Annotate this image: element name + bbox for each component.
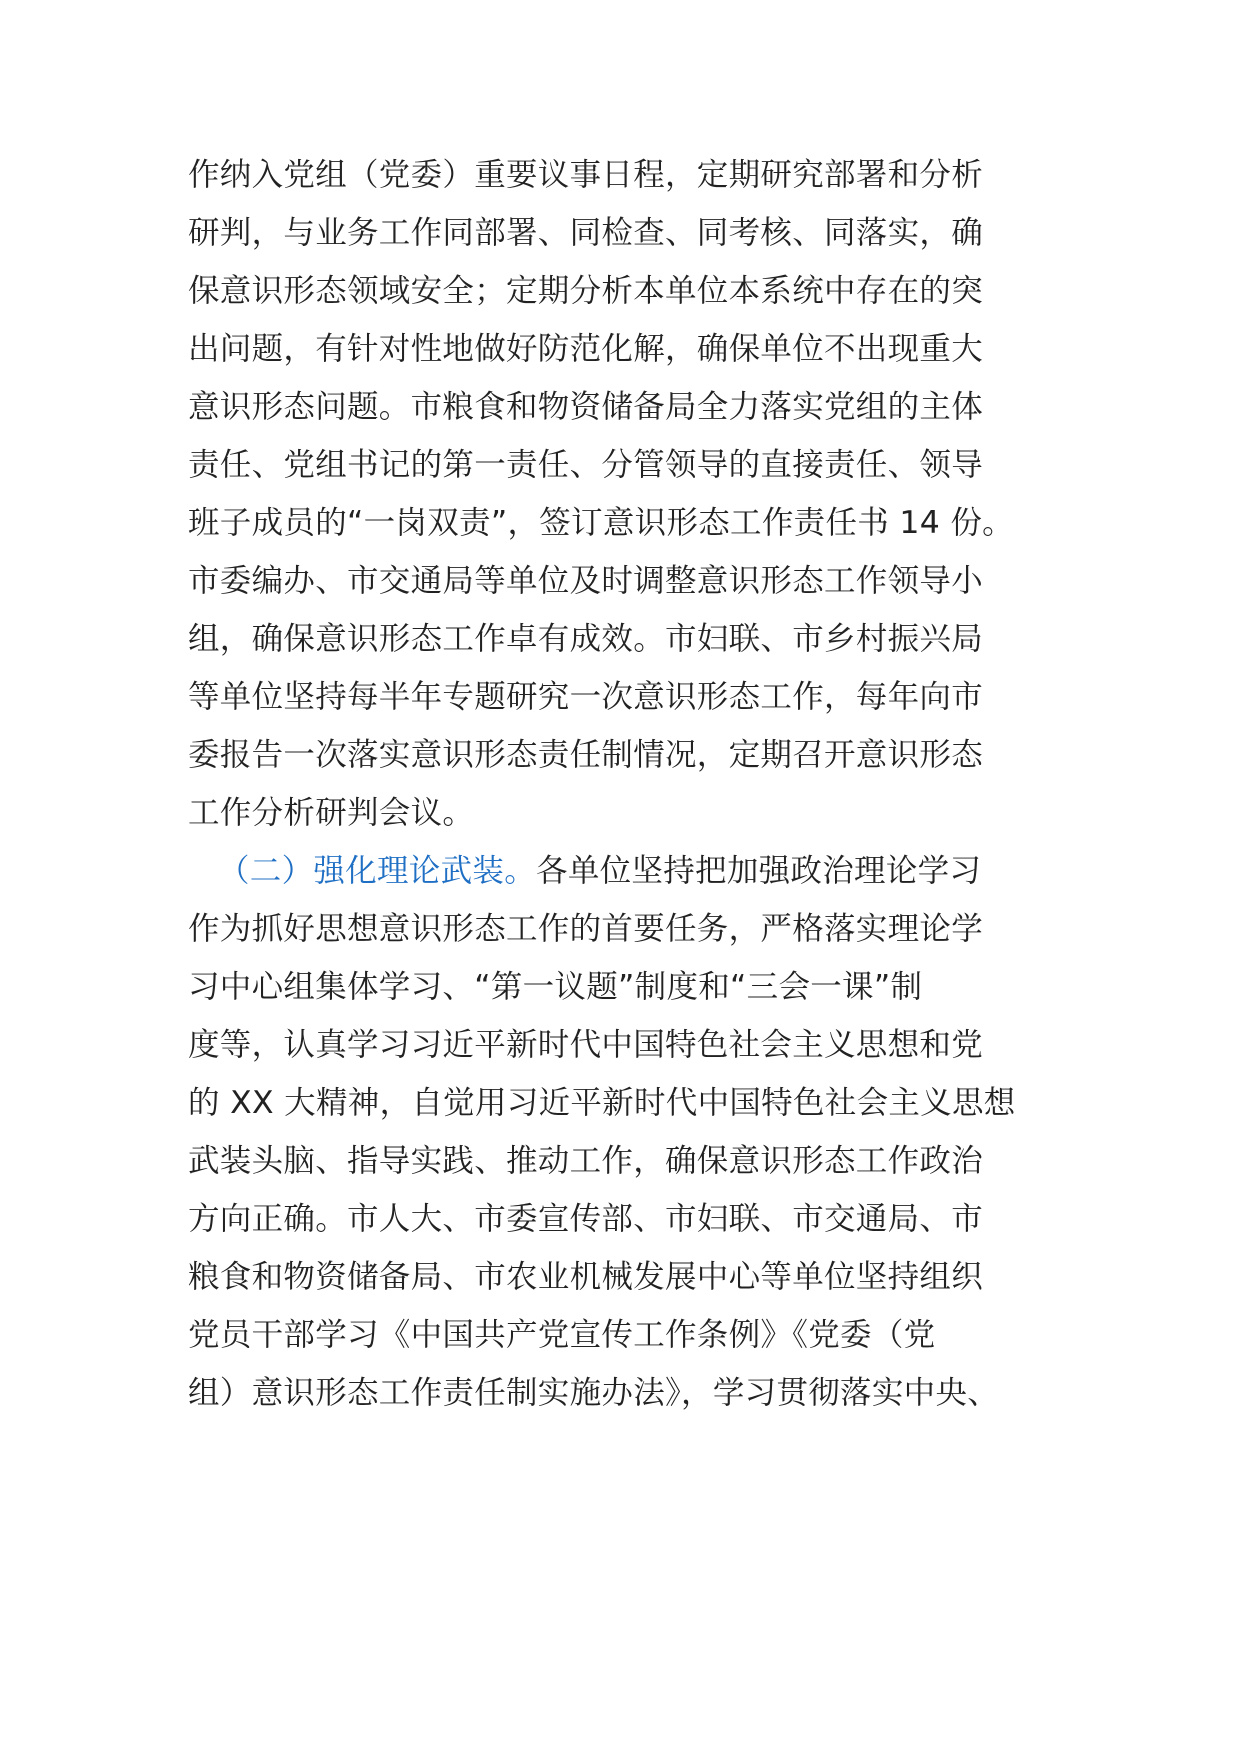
paragraph-line: 等单位坚持每半年专题研究一次意识形态工作，每年向市 bbox=[188, 679, 984, 715]
section-first-line bbox=[218, 841, 1118, 901]
paragraph-line: 班子成员的“一岗双责”，签订意识形态工作责任书 14 份。 bbox=[188, 505, 1014, 541]
paragraph-line: 组）意识形态工作责任制实施办法》，学习贯彻落实中央、 bbox=[188, 1375, 1000, 1411]
paragraph-line: 出问题，有针对性地做好防范化解，确保单位不出现重大 bbox=[188, 331, 984, 367]
paragraph-line: 工作分析研判会议。 bbox=[188, 795, 475, 831]
paragraph-line: 的 XX 大精神，自觉用习近平新时代中国特色社会主义思想 bbox=[188, 1085, 1016, 1121]
paragraph-line: 党员干部学习《中国共产党宣传工作条例》《党委（党 bbox=[188, 1317, 936, 1353]
paragraph-line: 粮食和物资储备局、市农业机械发展中心等单位坚持组织 bbox=[188, 1259, 984, 1295]
paragraph-line: 意识形态问题。市粮食和物资储备局全力落实党组的主体 bbox=[188, 389, 984, 425]
section-first-line-text: 各单位坚持把加强政治理论学习 bbox=[536, 853, 982, 889]
paragraph-line: 度等，认真学习习近平新时代中国特色社会主义思想和党 bbox=[188, 1027, 984, 1063]
paragraph-line: 武装头脑、指导实践、推动工作，确保意识形态工作政治 bbox=[188, 1143, 984, 1179]
section-heading: （二）强化理论武装。 bbox=[218, 853, 537, 889]
paragraph-line: 方向正确。市人大、市委宣传部、市妇联、市交通局、市 bbox=[188, 1201, 984, 1237]
paragraph-line: 委报告一次落实意识形态责任制情况，定期召开意识形态 bbox=[188, 737, 984, 773]
paragraph-line: 研判，与业务工作同部署、同检查、同考核、同落实，确 bbox=[188, 215, 984, 251]
paragraph-line: 组，确保意识形态工作卓有成效。市妇联、市乡村振兴局 bbox=[188, 621, 984, 657]
paragraph-line: 责任、党组书记的第一责任、分管领导的直接责任、领导 bbox=[188, 447, 984, 483]
paragraph-line: 作为抓好思想意识形态工作的首要任务，严格落实理论学 bbox=[188, 911, 984, 947]
paragraph-line: 习中心组集体学习、“第一议题”制度和“三会一课”制 bbox=[188, 969, 923, 1005]
paragraph-line: 保意识形态领域安全；定期分析本单位本系统中存在的突 bbox=[188, 273, 984, 309]
paragraph-line: 市委编办、市交通局等单位及时调整意识形态工作领导小 bbox=[188, 563, 984, 599]
paragraph-line: 作纳入党组（党委）重要议事日程，定期研究部署和分析 bbox=[188, 157, 984, 193]
